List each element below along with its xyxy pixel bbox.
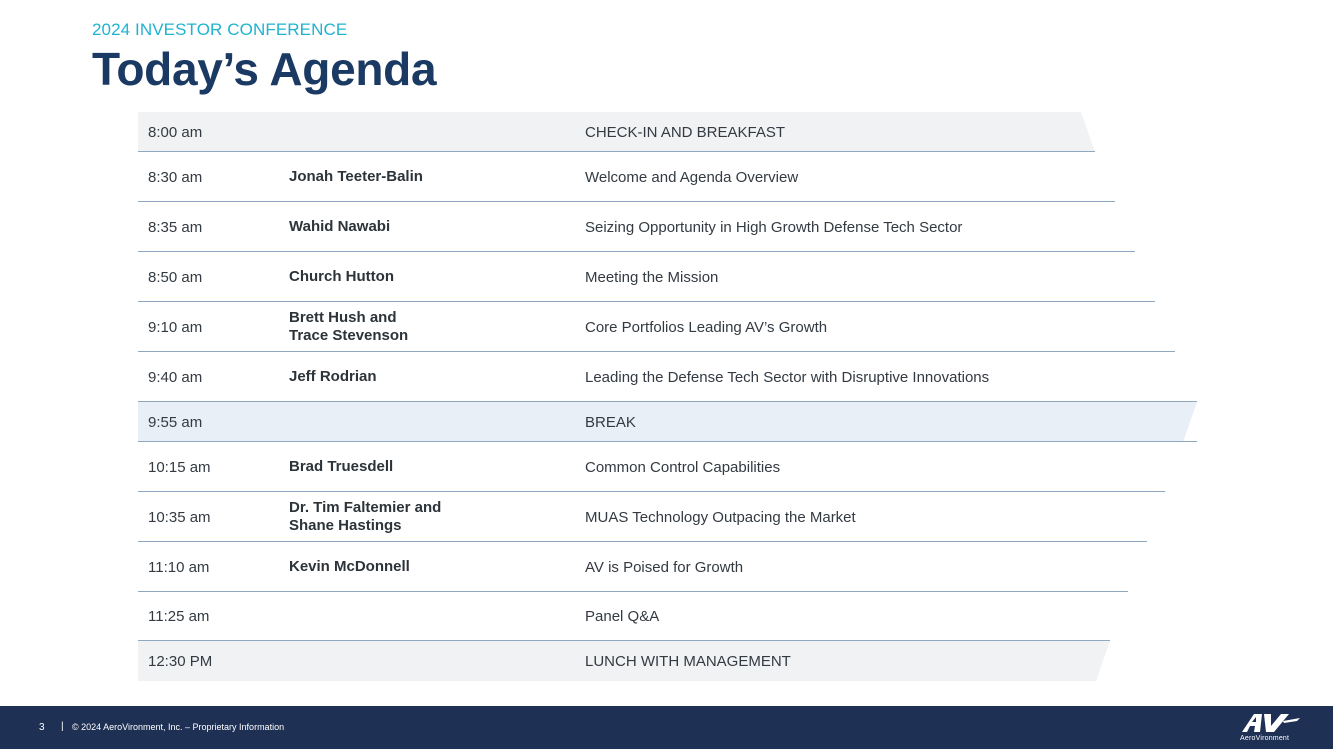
agenda-row [138,641,1110,681]
agenda-time: 11:10 am [148,558,210,576]
agenda-time: 8:50 am [148,268,203,286]
agenda-session: BREAK [585,413,636,431]
agenda-row [138,302,1175,352]
agenda-row [138,152,1115,202]
agenda-time: 9:10 am [148,318,203,336]
agenda-speaker [289,592,569,641]
agenda-time: 11:25 am [148,608,210,625]
agenda-session: MUAS Technology Outpacing the Market [585,508,856,526]
agenda-row [138,492,1147,542]
agenda-session: Welcome and Agenda Overview [585,168,799,186]
agenda-speaker [289,112,569,152]
conference-label: 2024 INVESTOR CONFERENCE [92,20,348,39]
agenda-speaker: Dr. Tim Faltemier and Shane Hastings [289,499,442,534]
page-title: Today’s Agenda [92,43,437,95]
agenda-speaker: Jonah Teeter-Balin [289,168,423,185]
agenda-time: 9:40 am [148,368,203,386]
agenda-session: Leading the Defense Tech Sector with Disruptive Innovations [585,368,990,386]
agenda-session: Core Portfolios Leading AV’s Growth [585,318,828,336]
agenda-row [138,442,1165,492]
agenda-session: Panel Q&A [585,608,660,625]
agenda-speaker: Brett Hush and Trace Stevenson [289,309,409,344]
agenda-session: LUNCH WITH MANAGEMENT [585,652,791,670]
aerovironment-logo [1240,712,1302,746]
footer-separator: | [61,721,64,732]
agenda-time: 8:30 am [148,168,203,186]
agenda-row [138,592,1110,641]
agenda-time: 8:35 am [148,218,203,236]
av-logo-mark-icon [1240,712,1302,736]
agenda-time: 12:30 PM [148,652,213,670]
agenda-session: AV is Poised for Growth [585,558,744,576]
agenda-speaker: Kevin McDonnell [289,558,410,575]
agenda-speaker: Church Hutton [289,268,394,285]
agenda-time: 8:00 am [148,123,203,141]
agenda-speaker [289,641,569,681]
copyright-text: © 2024 AeroVironment, Inc. – Proprietary Information [72,722,285,732]
agenda-time: 10:35 am [148,508,211,526]
agenda-row [138,402,1197,442]
agenda-speaker [289,402,569,442]
agenda-session: CHECK-IN AND BREAKFAST [585,123,786,141]
agenda-row [138,202,1135,252]
agenda-row [138,112,1095,152]
agenda-row [138,542,1128,592]
agenda-speaker: Wahid Nawabi [289,218,391,235]
agenda-speaker: Jeff Rodrian [289,368,377,385]
agenda-session: Seizing Opportunity in High Growth Defense Tech Sector [585,218,963,236]
agenda-row [138,352,1197,402]
agenda-row [138,252,1155,302]
agenda-time: 9:55 am [148,413,203,431]
agenda-speaker: Brad Truesdell [289,458,394,475]
page-number: 3 [39,722,45,733]
agenda-time: 10:15 am [148,458,211,476]
footer-bar [0,706,1333,749]
agenda-session: Common Control Capabilities [585,458,781,476]
agenda-session: Meeting the Mission [585,268,719,286]
logo-wordmark: AeroVironment [1240,735,1290,742]
